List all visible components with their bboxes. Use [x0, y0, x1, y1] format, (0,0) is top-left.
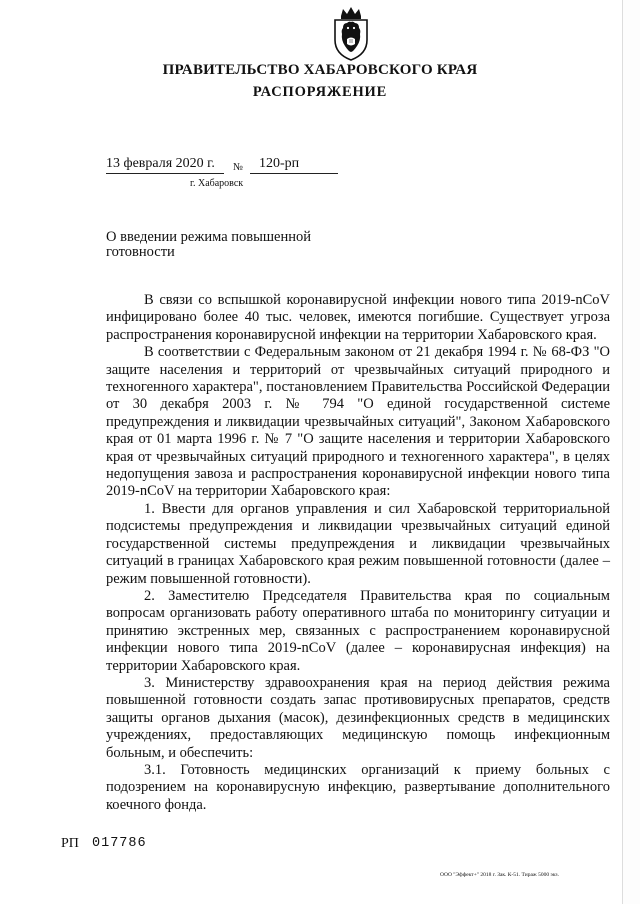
form-series: РП: [61, 836, 79, 851]
number-underline: [250, 173, 338, 174]
subject: [106, 230, 366, 260]
date-underline: [106, 173, 224, 174]
paragraph: 2. Заместителю Председателя Правительства края по социальным вопросам организовать работу оперативного штаба по мониторингу ситуации и принятию экстренных мер, связанных с распространением коронавирусной инфекции нового типа 2019-nCoV (далее – коронавирусная инфекция) на территории Хабаровского края.: [106, 587, 610, 674]
number-sign: №: [233, 162, 244, 173]
paragraph: В соответствии с Федеральным законом от 21 декабря 1994 г. № 68-ФЗ "О защите населения и территорий от чрезвычайных ситуаций природного и техногенного характера", постановлением Правительства Российской Федерации от 30 декабря 2003 г. № 794 "О единой государственной системе предупреждения и ликвидации чрезвычайных ситуаций", Законом Хабаровского края от 01 марта 1996 г. № 7 "О защите населения и территории Хабаровского края от чрезвычайных ситуаций природного и техногенного характера", в целях недопущения завоза и распространения коронавирусной инфекции нового типа 2019-nCoV на территории Хабаровского края:: [106, 344, 610, 500]
organization-title: ПРАВИТЕЛЬСТВО ХАБАРОВСКОГО КРАЯ: [162, 62, 478, 78]
paragraph: 3. Министерству здравоохранения края на период действия режима повышенной готовности создать запас противовирусных препаратов, средств защиты органов дыхания (масок), дезинфекционных средств в медицинских учреждениях, предоставляющих медицинскую помощь инфекционным больным, и обеспечить:: [106, 674, 610, 761]
document-number: 120-рп: [259, 156, 300, 171]
paragraph: В связи со вспышкой коронавирусной инфекции нового типа 2019-nCoV инфицировано более 40 тыс. человек, имеются погибшие. Существует угроза распространения коронавирусной инфекции на территории Хабаровского края.: [106, 292, 610, 343]
document-body: [106, 292, 610, 814]
paragraph: 3.1. Готовность медицинских организаций к приему больных с подозрением на коронавирусную инфекцию, развертывание дополнительного коечного фонда.: [106, 761, 610, 813]
form-serial-number: 017786: [92, 836, 147, 851]
document-date: 13 февраля 2020 г.: [106, 156, 215, 171]
subject-line-2: готовности: [106, 244, 175, 260]
subject-line-1: О введении режима повышенной: [106, 229, 311, 245]
printer-note: ООО "Эффект+" 2018 г. Зак. К-51. Тираж 5000 экз.: [440, 872, 559, 878]
city: г. Хабаровск: [190, 178, 244, 189]
scan-edge: [622, 0, 640, 904]
bear-coat-of-arms-icon: [329, 6, 373, 62]
paragraph: 1. Ввести для органов управления и сил Хабаровской территориальной подсистемы предупреждения и ликвидации чрезвычайных ситуаций единой государственной системы предупреждения и ликвидации чрезвычайных ситуаций в границах Хабаровского края режим повышенной готовности (далее – режим повышенной готовности).: [106, 500, 610, 587]
document-type: РАСПОРЯЖЕНИЕ: [252, 84, 388, 100]
